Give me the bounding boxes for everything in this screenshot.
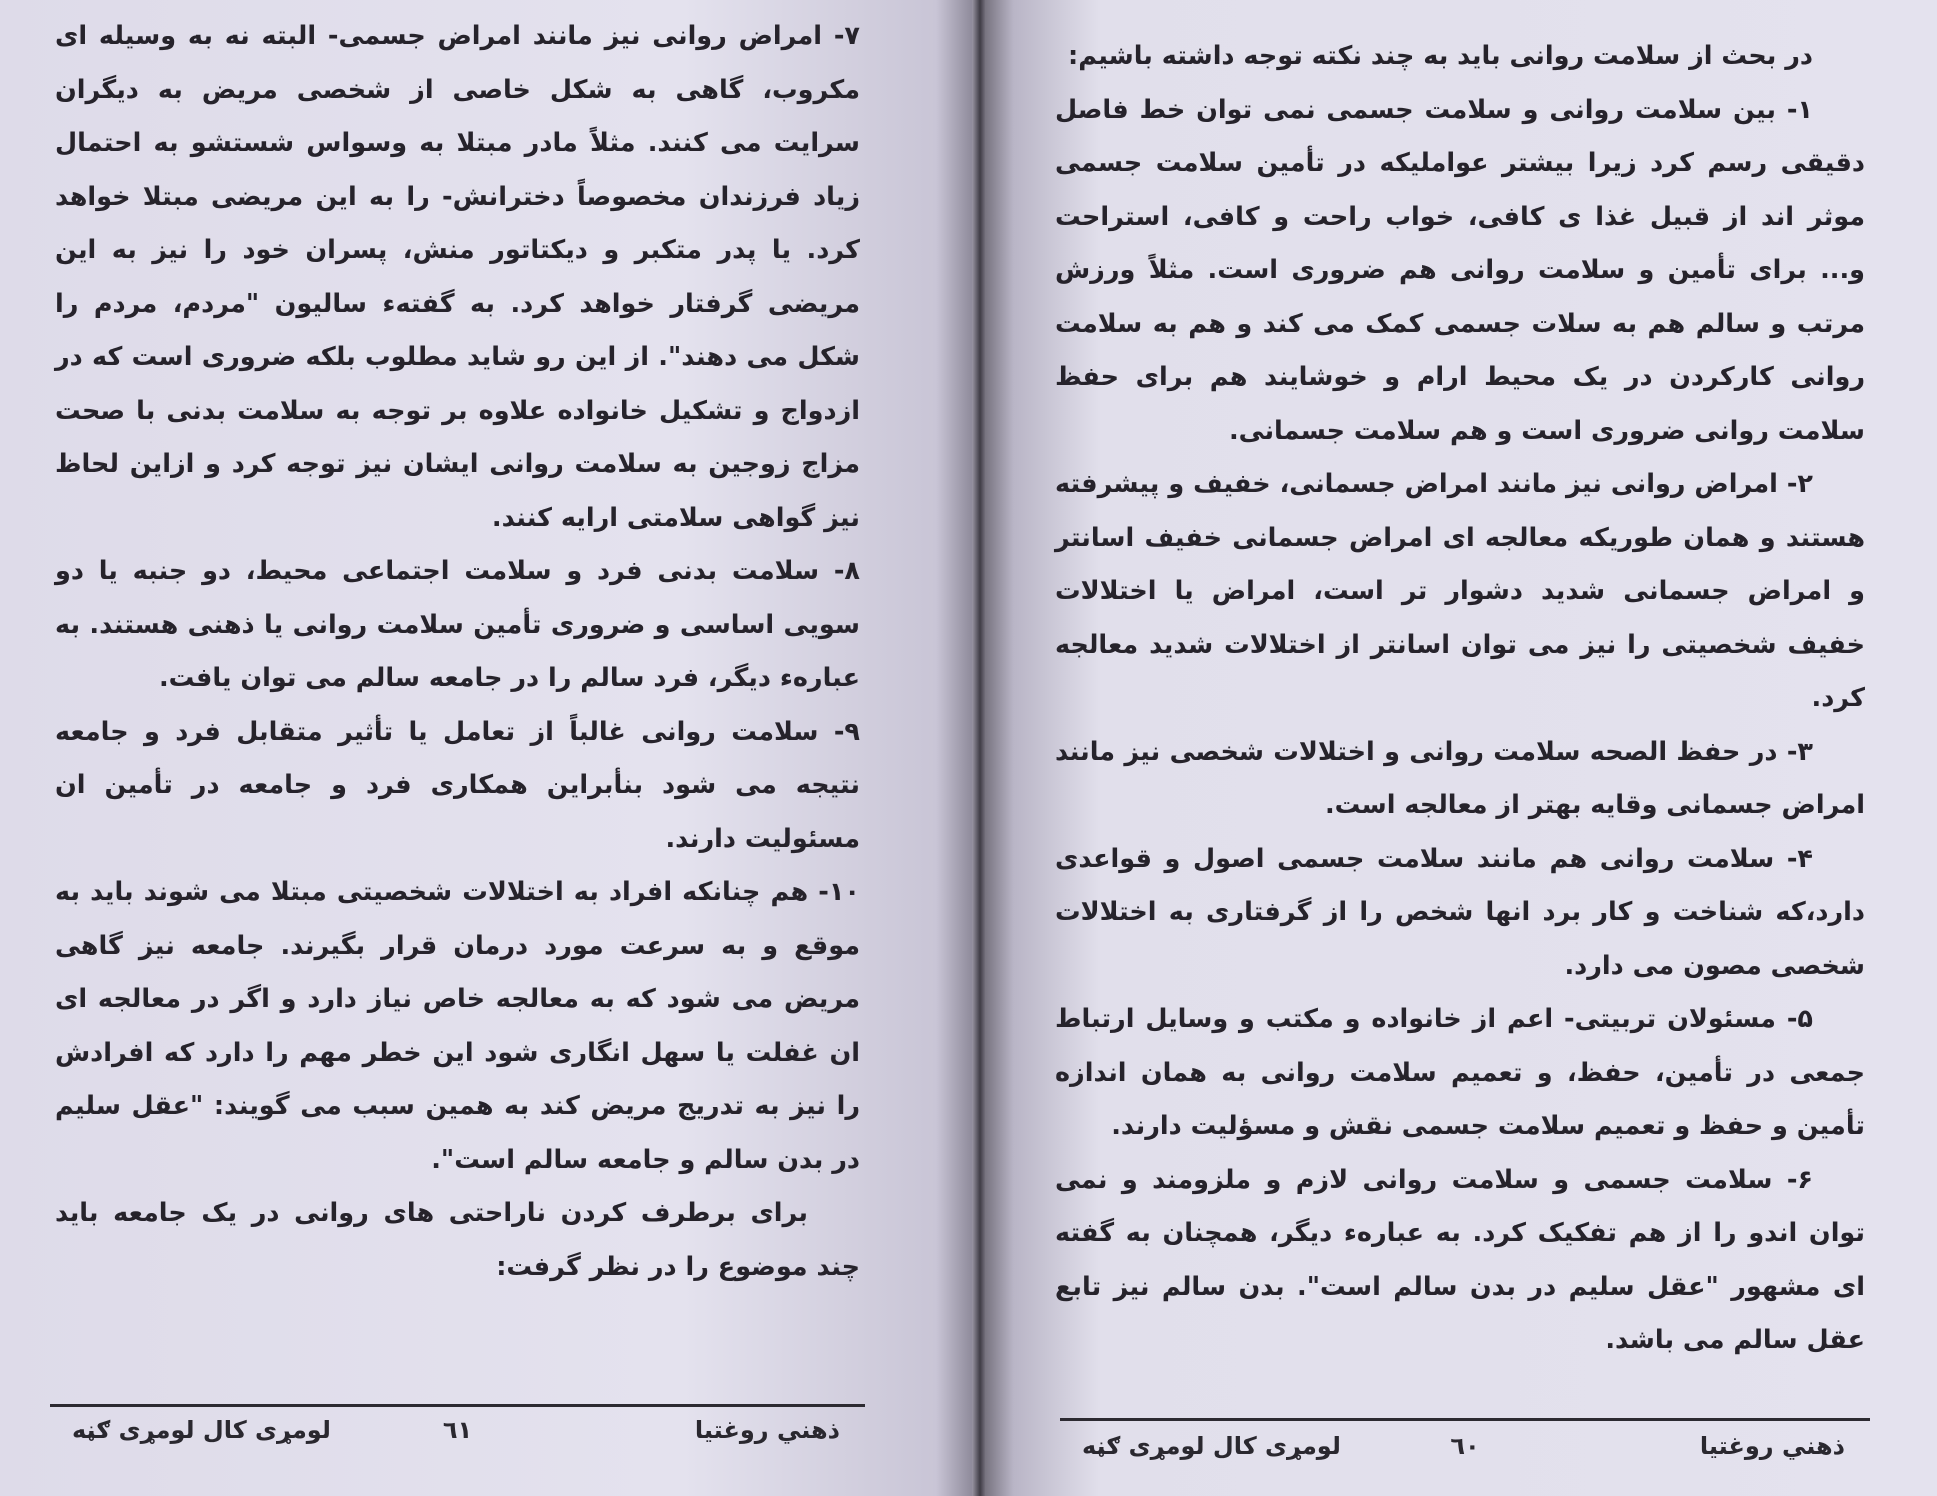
paragraph: برای برطرف کردن ناراحتی های روانی در یک جامعه باید چند موضوع را در نظر گرفت:	[55, 1198, 860, 1282]
paragraph: ۷- امراض روانی نیز مانند امراض جسمی- البته نه به وسیله ای مکروب، گاهی به شکل خاصی از شخصی مریض به دیگران سرایت می کنند. مثلاً مادر مبتلا به وسواس شستشو به احتمال زیاد فرزندان مخصوصاً دخترانش- را به این مریضی مبتلا خواهد کرد. یا پدر متکبر و دیکتاتور منش، پسران خود را نیز به این مریضی گرفتار خواهد کرد. به گفتهء سالیون "مردم، مردم را شکل می دهند". از این رو شاید مطلوب بلکه ضروری است که در ازدواج و تشکیل خانواده علاوه بر توجه به سلامت بدنی با صحت مزاج زوجین به سلامت روانی ایشان نیز توجه کرد و ازاین لحاظ نیز گواهی سلامتی ارایه کنند.	[55, 21, 860, 533]
paragraph: ۵- مسئولان تربیتی- اعم از خانواده و مکتب و وسایل ارتباط جمعی در تأمین، حفظ، و تعمیم سلامت روانی به همان اندازه تأمین و حفظ و تعمیم سلامت جسمی نقش و مسؤلیت دارند.	[1055, 1004, 1865, 1141]
page-footer	[1060, 1426, 1870, 1470]
paragraph: ۱۰- هم چنانکه افراد به اختلالات شخصیتی مبتلا می شوند باید به موقع و به سرعت مورد درمان قرار بگیرند. جامعه نیز گاهی مریض می شود که به معالجه خاص نیاز دارد و اگر در معالجه ای ان غفلت یا سهل انگاری شود این خطر مهم را دارد که افرادش را نیز به تدریج مریض کند به همین سبب می گویند: "عقل سلیم در بدن سالم و جامعه سالم است".	[55, 877, 860, 1175]
page-number: ٦١	[442, 1416, 473, 1444]
footer-issue: لومړی کال لومړی ګڼه	[1082, 1432, 1341, 1460]
paragraph: ۹- سلامت روانی غالباً از تعامل یا تأثیر متقابل فرد و جامعه نتیجه می شود بنأبراین همکاری فرد و جامعه در تأمین ان مسئولیت دارند.	[55, 716, 860, 854]
right-page	[985, 0, 1937, 1496]
footer-rule	[50, 1404, 865, 1407]
footer-rule	[1060, 1418, 1870, 1421]
paragraph: ۸- سلامت بدنی فرد و سلامت اجتماعی محیط، دو جنبه یا دو سویی اساسی و ضروری تأمین سلامت روانی یا ذهنی هستند. به عبارهء دیگر، فرد سالم را در جامعه سالم می توان یافت.	[55, 556, 860, 693]
paragraph: ۳- در حفظ الصحه سلامت روانی و اختلالات شخصی نیز مانند امراض جسمانی وقایه بهتر از معالجه است.	[1055, 736, 1865, 820]
paragraph: ۱- بین سلامت روانی و سلامت جسمی نمی توان خط فاصل دقیقی رسم کرد زیرا بیشتر عواملیکه در تأمین سلامت جسمی موثر اند از قبیل غذا ی کافی، خواب راحت و کافی، استراحت و... برای تأمین و سلامت روانی هم ضروری است. مثلاً ورزش مرتب و سالم هم به سلات جسمی کمک می کند و هم به سلامت روانی کارکردن در یک محیط ارام و خوشایند هم برای حفظ سلامت روانی ضروری است و هم سلامت جسمانی.	[1055, 94, 1865, 446]
paragraph: ۲- امراض روانی نیز مانند امراض جسمانی، خفیف و پیشرفته هستند و همان طوریکه معالجه ای امراض جسمانی خفیف اسانتر و امراض جسمانی شدید دشوار تر است، امراض یا اختلالات خفیف شخصیتی را نیز می توان اسانتر از اختلالات شدید معالجه کرد.	[1055, 469, 1865, 713]
page-number: ٦٠	[1450, 1432, 1480, 1460]
footer-book-title: ذهني روغتيا	[1699, 1432, 1845, 1460]
right-page-body	[1055, 30, 1865, 1368]
footer-issue: لومړی کال لومړی ګڼه	[72, 1416, 331, 1444]
paragraph: در بحث از سلامت روانی باید به چند نکته توجه داشته باشیم:	[1068, 41, 1813, 71]
footer-book-title: ذهني روغتيا	[694, 1416, 840, 1444]
page-footer	[50, 1410, 865, 1454]
left-page-body	[55, 10, 860, 1294]
paragraph: ۴- سلامت روانی هم مانند سلامت جسمی اصول و قواعدی دارد،که شناخت و کار برد انها شخص را از گرفتاری به اختلالات شخصی مصون می دارد.	[1055, 843, 1865, 981]
paragraph: ۶- سلامت جسمی و سلامت روانی لازم و ملزومند و نمی توان اندو را از هم تفکیک کرد. به عبارهء دیگر، همچنان به گفته ای مشهور "عقل سلیم در بدن سالم است". بدن سالم نیز تابع عقل سالم می باشد.	[1055, 1164, 1865, 1355]
